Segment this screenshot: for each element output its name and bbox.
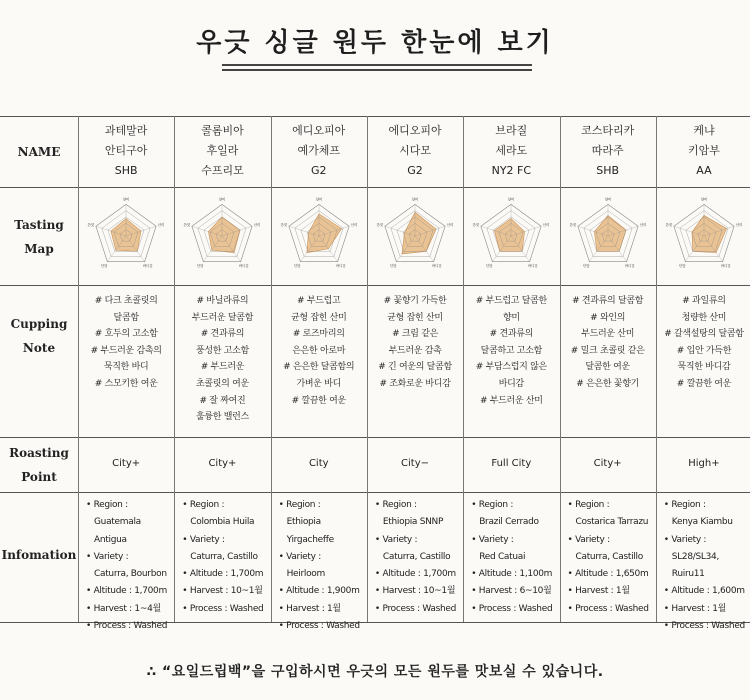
bean-name: [367, 121, 463, 181]
info-bullet: •: [663, 586, 672, 597]
info-value-region: Ethiopia SNNP: [382, 517, 444, 528]
info-bullet: •: [278, 603, 287, 614]
bean-name-line: 시다모: [399, 144, 431, 157]
info-label-region: Region :: [189, 500, 225, 510]
radar-axis-label: 단맛: [293, 264, 301, 269]
row-label-cupping-line2: Note: [22, 341, 56, 355]
cupping-note-line: 균형 잡힌 산미: [387, 312, 443, 323]
info-value-process: Washed: [326, 621, 360, 632]
info-label-altitude: Altitude :: [189, 569, 228, 580]
info-bullet: •: [86, 500, 94, 510]
radar-axis-label: 향미: [315, 197, 323, 202]
radar-profile-area: [307, 214, 342, 253]
info-label-harvest: Harvest :: [671, 603, 710, 614]
info-line: [471, 497, 559, 514]
info-value-region: Kenya Kiambu: [671, 517, 733, 528]
bean-name-line: 키암부: [688, 144, 720, 157]
radar-axis-label: 산미: [350, 222, 358, 227]
cupping-note-line: # 부드러운 산미: [479, 395, 543, 406]
info-bullet: •: [471, 500, 479, 510]
info-bullet: •: [374, 603, 383, 614]
radar-axis-label: 단맛: [486, 264, 494, 269]
tasting-radar-chart: [564, 192, 652, 280]
info-label-process: Process :: [575, 603, 613, 614]
info-value-variety: Heirloom: [286, 569, 325, 580]
info-label-region: Region :: [286, 500, 321, 510]
info-line: [182, 566, 270, 583]
info-bullet: •: [567, 534, 576, 545]
cupping-note-line: # 갈색설탕의 달콤함: [664, 329, 744, 340]
info-bullet: •: [471, 586, 479, 597]
bean-name: [174, 121, 270, 181]
radar-axis-label: 향미: [411, 197, 419, 202]
info-value-harvest: 10~1월: [230, 586, 263, 597]
tasting-radar-chart: [275, 192, 363, 280]
info-value-altitude: 1,700m: [230, 569, 264, 580]
radar-axis-label: 쓴맛: [87, 222, 95, 227]
info-line: [279, 497, 367, 514]
info-line: [664, 497, 750, 514]
info-label-process: Process :: [286, 621, 324, 632]
cupping-note-line: # 깔끔한 여운: [676, 378, 732, 389]
info-value-variety: SL28/SL34, Ruiru11: [671, 551, 720, 580]
info-bullet: •: [278, 621, 287, 632]
footer-note: ∴ “요일드립백”을 구입하시면 우긋의 모든 원두를 맛보실 수 있습니다.: [146, 664, 604, 680]
info-value-region: Costarica Tarrazu: [575, 517, 649, 528]
info-line: [471, 601, 559, 618]
info-line: [279, 618, 367, 635]
info-label-process: Process :: [382, 603, 420, 614]
info-value-harvest: 1월: [327, 603, 341, 614]
tasting-radar-chart: [371, 192, 459, 280]
info-value-region: Brazil Cerrado: [479, 517, 539, 528]
bean-name-line: 예가체프: [297, 144, 340, 157]
info-bullet: •: [182, 603, 190, 614]
info-value-process: Washed: [422, 603, 457, 614]
bean-name-line: NY2 FC: [491, 164, 532, 177]
info-label-region: Region :: [575, 500, 610, 510]
bean-name-line: 안티구아: [104, 144, 148, 157]
cupping-note-line: # 부드러운: [200, 362, 245, 373]
info-bullet: •: [471, 534, 479, 545]
cupping-note-line: 풍성한 고소함: [195, 345, 249, 356]
row-label-info: Infomation: [1, 548, 77, 562]
table-border-top: [0, 116, 750, 117]
bean-name: [271, 121, 367, 181]
cupping-note-line: 부드러운 감촉: [388, 345, 442, 356]
info-bullet: •: [182, 569, 190, 580]
info-bullet: •: [182, 500, 190, 510]
radar-axis-label: 산미: [543, 222, 550, 227]
radar-profile-area: [209, 217, 241, 253]
cupping-note-line: 부드러운 산미: [581, 329, 635, 340]
row-divider: [0, 285, 750, 286]
info-value-variety: Caturra, Castillo: [382, 551, 451, 562]
info-label-harvest: Harvest :: [93, 603, 132, 614]
cupping-note-line: # 잘 짜여진: [199, 395, 246, 406]
cupping-notes: [78, 293, 174, 393]
radar-axis-label: 바디감: [142, 264, 153, 269]
cupping-notes: [367, 293, 463, 393]
info-line: [664, 583, 750, 600]
radar-axis-label: 향미: [507, 197, 515, 202]
info-bullet: •: [567, 569, 576, 580]
bean-name-line: 케냐: [693, 124, 715, 137]
bean-name-line: 코스타리카: [581, 124, 635, 137]
info-value-altitude: 1,100m: [519, 569, 553, 580]
cupping-notes: [271, 293, 367, 409]
bean-information: [174, 497, 270, 618]
info-label-altitude: Altitude :: [93, 586, 132, 597]
cupping-note-line: # 견과류의 달콤함: [572, 296, 644, 306]
bean-name: [78, 121, 174, 181]
info-line: [86, 583, 174, 600]
bean-information: [367, 497, 463, 618]
info-label-altitude: Altitude :: [671, 586, 710, 597]
info-label-process: Process :: [189, 603, 228, 614]
info-label-variety: Variety :: [478, 534, 514, 545]
radar-axis-label: 쓴맛: [183, 222, 191, 227]
row-label-name: NAME: [17, 145, 61, 159]
info-value-harvest: 10~1월: [423, 586, 456, 597]
info-line: [86, 549, 174, 566]
info-line: [664, 601, 750, 618]
info-label-variety: Variety :: [189, 534, 225, 545]
info-label-altitude: Altitude :: [382, 569, 421, 580]
info-line: [375, 601, 463, 618]
cupping-note-line: # 크림 같은: [392, 329, 439, 340]
cupping-notes: [174, 293, 270, 426]
info-bullet: •: [471, 603, 479, 614]
cupping-note-line: # 조화로운 바디감: [379, 378, 451, 389]
bean-information: [560, 497, 656, 618]
info-line: [86, 497, 174, 514]
radar-axis-label: 바디감: [624, 264, 635, 269]
radar-axis-label: 쓴맛: [376, 222, 384, 227]
info-value-process: Washed: [518, 603, 553, 614]
cupping-note-line: 달콤하고 고소함: [480, 345, 542, 356]
info-value-variety: Caturra, Castillo: [575, 551, 643, 562]
info-value-altitude: 1,600m: [712, 586, 745, 597]
bean-information: [78, 497, 174, 635]
tasting-radar-chart: [82, 192, 170, 280]
cupping-note-line: # 은은한 꽃향기: [576, 378, 640, 389]
info-line: [568, 583, 656, 600]
row-divider: [0, 492, 750, 493]
info-bullet: •: [374, 569, 383, 580]
radar-axis-label: 바디감: [527, 264, 539, 269]
info-bullet: •: [278, 586, 287, 597]
info-bullet: •: [374, 586, 383, 597]
info-bullet: •: [567, 500, 576, 510]
bean-name-line: 수프리모: [201, 164, 244, 177]
info-line: [86, 618, 174, 635]
roasting-point: City+: [112, 458, 141, 469]
info-bullet: •: [374, 500, 383, 510]
info-value-process: Washed: [229, 603, 264, 614]
radar-axis-label: 향미: [122, 197, 130, 202]
info-bullet: •: [182, 586, 190, 597]
bean-information: [656, 497, 750, 635]
info-value-region: Colombia Huila: [190, 517, 255, 528]
row-label-tasting-line2: Map: [24, 242, 54, 256]
info-label-process: Process :: [671, 621, 709, 632]
info-line: [182, 583, 270, 600]
radar-axis-label: 산미: [639, 222, 647, 227]
info-line: [664, 532, 750, 549]
info-label-variety: Variety :: [671, 534, 707, 545]
radar-axis-label: 단맛: [678, 264, 686, 269]
cupping-note-line: 묵직한 바디감: [677, 362, 731, 373]
info-value-process: Washed: [711, 621, 745, 632]
bean-information: [463, 497, 559, 618]
cupping-note-line: # 스모키한 여운: [94, 378, 158, 389]
info-value-harvest: 1월: [615, 586, 630, 597]
info-label-process: Process :: [478, 603, 517, 614]
row-divider: [0, 187, 750, 188]
info-bullet: •: [663, 603, 672, 614]
radar-axis-label: 단맛: [582, 264, 590, 269]
info-line: [471, 532, 559, 549]
info-label-altitude: Altitude :: [575, 569, 614, 580]
info-line: [375, 532, 463, 549]
info-label-region: Region :: [93, 500, 128, 510]
radar-axis-label: 산미: [446, 222, 454, 227]
info-value-variety: Red Catuai: [479, 551, 526, 562]
info-line: [182, 532, 270, 549]
cupping-note-line: 달콤함: [113, 312, 139, 323]
roasting-point: City: [308, 458, 329, 469]
row-label-roasting-line1: Roasting: [9, 446, 69, 460]
row-label-roasting: [0, 441, 78, 489]
info-label-harvest: Harvest :: [189, 586, 229, 597]
info-bullet: •: [374, 534, 383, 545]
info-label-harvest: Harvest :: [286, 603, 325, 614]
bean-name-line: 과테말라: [104, 124, 148, 137]
radar-axis-label: 향미: [604, 197, 612, 202]
radar-axis-label: 쓴맛: [472, 222, 480, 227]
bean-name-line: SHB: [114, 164, 138, 177]
info-label-variety: Variety :: [382, 534, 418, 545]
radar-axis-label: 향미: [700, 197, 708, 202]
cupping-note-line: 은은한 아로마: [292, 345, 346, 356]
info-label-harvest: Harvest :: [575, 586, 614, 597]
info-line: [568, 566, 656, 583]
bean-information: [271, 497, 367, 635]
roasting-point: City−: [401, 458, 430, 469]
info-value-process: Washed: [133, 621, 168, 632]
radar-axis-label: 산미: [735, 222, 743, 227]
info-line: [279, 601, 367, 618]
cupping-note-line: 부드러운 달콤함: [191, 312, 254, 323]
info-bullet: •: [471, 569, 479, 580]
bean-name-line: 에디오피아: [388, 124, 442, 137]
cupping-note-line: # 꽃향기 가득한: [383, 296, 447, 306]
info-value-variety: Caturra, Castillo: [190, 551, 258, 562]
cupping-note-line: # 부드럽고 달콤한: [475, 296, 547, 306]
info-line: [375, 497, 463, 514]
info-label-process: Process :: [93, 621, 131, 632]
tasting-radar-chart: [467, 192, 555, 280]
bean-name-line: 브라질: [495, 124, 528, 137]
cupping-note-line: # 밀크 초콜릿 같은: [570, 345, 645, 356]
roasting-point: Full City: [491, 458, 532, 469]
cupping-note-line: # 부드럽고: [297, 296, 341, 306]
info-line: [279, 549, 367, 566]
info-line: [279, 583, 367, 600]
radar-axis-label: 단맛: [389, 264, 397, 269]
info-label-harvest: Harvest :: [478, 586, 518, 597]
cupping-note-line: # 은은한 달콤함의: [283, 362, 355, 373]
cupping-note-line: # 긴 여운의 달콤함: [378, 362, 452, 373]
cupping-note-line: 훌륭한 밸런스: [195, 412, 249, 423]
cupping-note-line: 묵직한 바디: [103, 362, 149, 373]
cupping-note-line: 청량한 산미: [681, 312, 727, 323]
bean-name: [560, 121, 656, 181]
tasting-radar-chart: [660, 192, 748, 280]
info-line: [182, 497, 270, 514]
info-line: [471, 566, 559, 583]
cupping-note-line: # 견과류의: [489, 329, 534, 340]
cupping-note-line: 균형 잡힌 산미: [290, 312, 347, 323]
cupping-note-line: 초콜릿의 여운: [195, 378, 249, 389]
bean-name-line: G2: [407, 164, 423, 177]
info-bullet: •: [567, 603, 576, 614]
radar-axis-label: 단맛: [101, 264, 108, 269]
bean-name-line: SHB: [596, 164, 620, 177]
info-line: [568, 601, 656, 618]
info-label-harvest: Harvest :: [382, 586, 421, 597]
info-bullet: •: [86, 603, 94, 614]
info-bullet: •: [663, 534, 672, 545]
radar-axis-label: 바디감: [239, 264, 250, 269]
bean-name-line: 콜롬비아: [201, 124, 244, 137]
info-bullet: •: [86, 551, 94, 562]
info-label-variety: Variety :: [93, 551, 129, 562]
page-title: 우긋 싱글 원두 한눈에 보기: [196, 28, 554, 58]
row-label-tasting: [0, 213, 78, 261]
info-label-altitude: Altitude :: [478, 569, 517, 580]
radar-axis-label: 쓴맛: [569, 222, 576, 227]
info-bullet: •: [278, 500, 287, 510]
info-bullet: •: [86, 586, 94, 597]
row-label-cupping-line1: Cupping: [10, 317, 68, 331]
info-line: [568, 532, 656, 549]
info-value-altitude: 1,900m: [326, 586, 360, 597]
info-line: [182, 601, 270, 618]
info-value-altitude: 1,700m: [423, 569, 456, 580]
info-bullet: •: [182, 534, 190, 545]
radar-axis-label: 바디감: [335, 264, 346, 269]
bean-name-line: 따라주: [591, 144, 624, 157]
radar-axis-label: 향미: [219, 197, 226, 202]
cupping-note-line: # 로즈마리의: [292, 329, 345, 340]
bean-name-line: G2: [310, 164, 327, 177]
bean-name: [656, 121, 750, 181]
cupping-note-line: 달콤한 여운: [585, 362, 630, 373]
info-label-variety: Variety :: [575, 534, 610, 545]
info-line: [664, 618, 750, 635]
cupping-notes: [463, 293, 559, 409]
info-label-region: Region :: [382, 500, 417, 510]
tasting-radar-chart: [178, 192, 266, 280]
cupping-note-line: # 다크 초콜릿의: [94, 296, 158, 306]
info-line: [86, 601, 174, 618]
cupping-note-line: # 견과류의: [200, 329, 245, 340]
radar-axis-label: 쓴맛: [280, 222, 287, 227]
radar-axis-label: 쓴맛: [665, 222, 673, 227]
bean-name-line: 세라도: [495, 144, 528, 157]
info-line: [568, 497, 656, 514]
row-label-cupping: [0, 312, 78, 360]
cupping-note-line: # 과일류의: [682, 296, 726, 306]
info-value-harvest: 1월: [712, 603, 727, 614]
cupping-note-line: 향미: [502, 312, 520, 323]
roasting-point: City+: [593, 458, 622, 469]
info-value-region: Ethiopia Yirgacheffe: [286, 517, 334, 545]
bean-name-line: 에디오피아: [292, 124, 346, 137]
radar-axis-label: 바디감: [720, 264, 731, 269]
info-value-harvest: 6~10월: [519, 586, 552, 597]
info-bullet: •: [278, 551, 287, 562]
cupping-note-line: 가벼운 바디: [296, 378, 341, 389]
info-line: [375, 566, 463, 583]
bean-name: [463, 121, 559, 181]
info-value-variety: Caturra, Bourbon: [94, 569, 167, 580]
roasting-point: High+: [688, 458, 720, 469]
bean-name-line: 후일라: [206, 144, 239, 157]
cupping-notes: [560, 293, 656, 393]
cupping-note-line: 바디감: [498, 378, 524, 389]
info-line: [471, 583, 559, 600]
cupping-note-line: # 부담스럽지 않은: [475, 362, 547, 373]
cupping-note-line: # 호두의 고소함: [94, 329, 158, 340]
info-bullet: •: [567, 586, 576, 597]
roasting-point: City+: [208, 458, 237, 469]
cupping-note-line: # 와인의: [590, 312, 626, 323]
info-label-region: Region :: [478, 500, 514, 510]
row-label-roasting-line2: Point: [21, 470, 57, 484]
row-label-tasting-line1: Tasting: [14, 218, 64, 232]
info-value-altitude: 1,700m: [134, 586, 167, 597]
info-label-altitude: Altitude :: [286, 586, 325, 597]
info-bullet: •: [86, 621, 94, 632]
info-bullet: •: [663, 500, 672, 510]
info-value-region: Guatemala Antigua: [94, 517, 141, 545]
info-bullet: •: [663, 621, 672, 632]
cupping-note-line: # 부드러운 감촉의: [90, 345, 162, 356]
radar-axis-label: 산미: [254, 222, 261, 227]
info-value-process: Washed: [614, 603, 649, 614]
radar-axis-label: 바디감: [431, 264, 442, 269]
bean-name-line: AA: [696, 164, 712, 177]
row-divider: [0, 437, 750, 438]
cupping-note-line: # 바닐라류의: [196, 296, 249, 306]
info-label-region: Region :: [671, 500, 706, 510]
radar-profile-area: [594, 215, 626, 251]
radar-profile-area: [402, 212, 436, 254]
info-value-harvest: 1~4월: [134, 603, 161, 614]
info-label-variety: Variety :: [286, 551, 321, 562]
info-line: [375, 583, 463, 600]
radar-axis-label: 산미: [157, 222, 165, 227]
cupping-note-line: # 깔끔한 여운: [291, 395, 346, 406]
info-value-altitude: 1,650m: [615, 569, 649, 580]
cupping-notes: [656, 293, 750, 393]
cupping-note-line: # 입안 가득한: [676, 345, 732, 356]
radar-axis-label: 단맛: [197, 264, 205, 269]
